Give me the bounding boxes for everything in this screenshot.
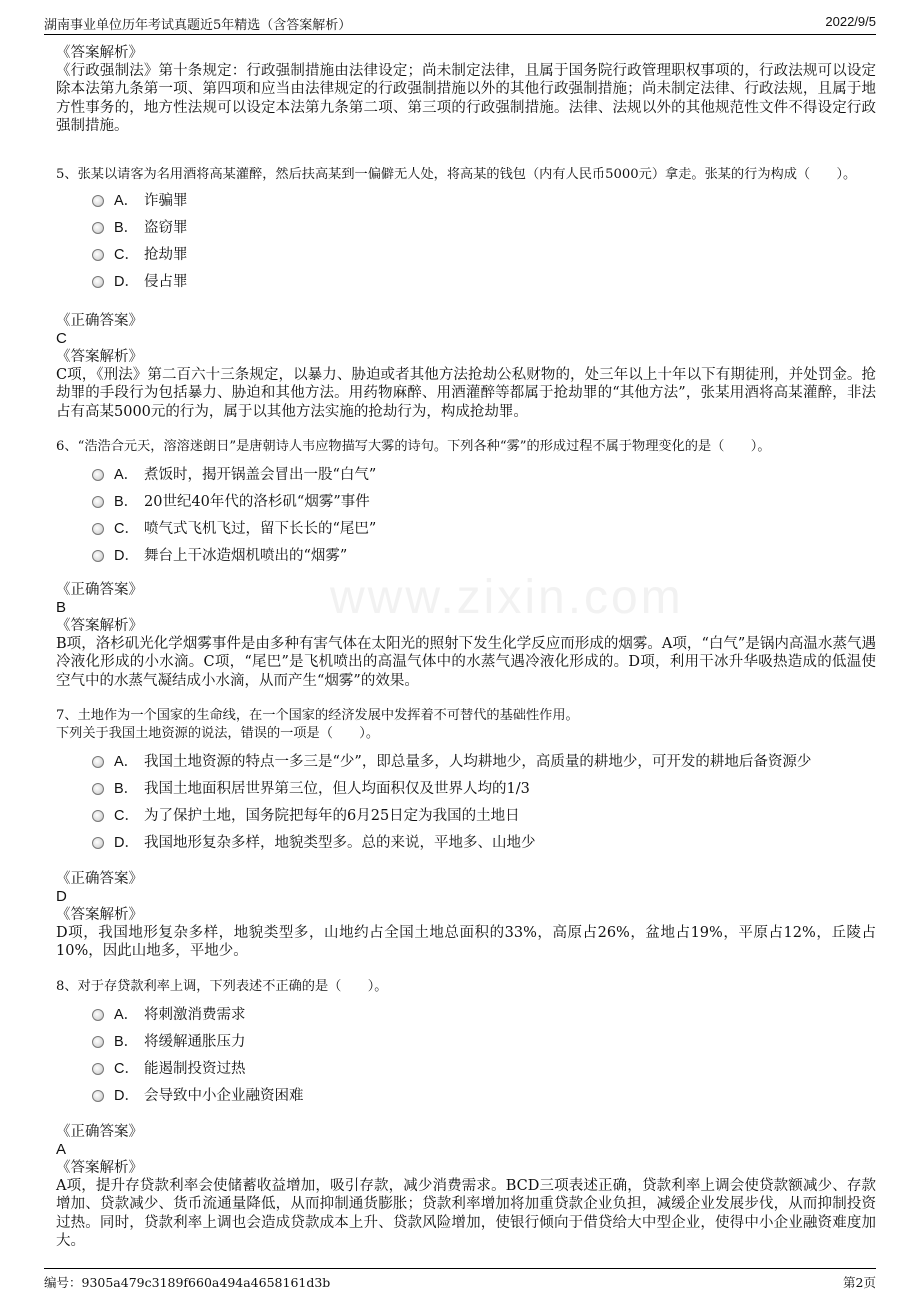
option-b[interactable] bbox=[92, 487, 876, 514]
option-letter: B． bbox=[114, 220, 139, 236]
option-letter: B． bbox=[114, 781, 139, 797]
option-text: 诈骗罪 bbox=[144, 193, 188, 209]
document-title: 湖南事业单位历年考试真题近5年精选（含答案解析） bbox=[44, 18, 352, 33]
radio-icon[interactable] bbox=[92, 523, 104, 535]
option-c[interactable] bbox=[92, 801, 876, 828]
option-b[interactable] bbox=[92, 213, 876, 240]
option-letter: A． bbox=[114, 193, 139, 209]
radio-icon[interactable] bbox=[92, 550, 104, 562]
options-list bbox=[92, 186, 876, 294]
option-letter: C． bbox=[114, 521, 139, 537]
radio-icon[interactable] bbox=[92, 195, 104, 207]
correct-answer: B bbox=[56, 599, 67, 616]
radio-icon[interactable] bbox=[92, 783, 104, 795]
option-b[interactable] bbox=[92, 1027, 876, 1054]
option-d[interactable] bbox=[92, 1081, 876, 1108]
option-text: 为了保护土地，国务院把每年的6月25日定为我国的土地日 bbox=[144, 808, 520, 824]
question-7 bbox=[56, 707, 876, 855]
question-text: 6、“浩浩合元天，溶溶迷朗日”是唐朝诗人韦应物描写大雾的诗句。下列各种“雾”的形成过程不属于物理变化的是（ ）。 bbox=[56, 439, 771, 454]
option-d[interactable] bbox=[92, 828, 876, 855]
radio-icon[interactable] bbox=[92, 222, 104, 234]
option-letter: B． bbox=[114, 494, 139, 510]
option-letter: B． bbox=[114, 1034, 139, 1050]
analysis-text: 《行政强制法》第十条规定：行政强制措施由法律设定；尚未制定法律，且属于国务院行政管理职权事项的，行政法规可以设定除本法第九条第一项、第四项和应当由法律规定的行政强制措施以外的其他行政强制措施；尚未制定法律、行政法规，且属于地方性事务的，地方性法规可以设定本法第九条第二项、第三项的行政强制措施。法律、法规以外的其他规范性文件不得设定行政强制措施。 bbox=[56, 63, 876, 134]
option-text: 我国土地面积居世界第三位，但人均面积仅及世界人均的1/3 bbox=[144, 781, 530, 797]
option-letter: A． bbox=[114, 467, 139, 483]
option-letter: C． bbox=[114, 808, 139, 824]
option-text: 20世纪40年代的洛杉矶“烟雾”事件 bbox=[144, 494, 370, 510]
option-text: 喷气式飞机飞过，留下长长的“尾巴” bbox=[144, 521, 377, 537]
option-letter: D． bbox=[114, 274, 139, 290]
options-list bbox=[92, 1000, 876, 1108]
option-c[interactable] bbox=[92, 1054, 876, 1081]
option-text: 抢劫罪 bbox=[144, 247, 188, 263]
radio-icon[interactable] bbox=[92, 1090, 104, 1102]
radio-icon[interactable] bbox=[92, 810, 104, 822]
correct-answer-label: 《正确答案》 bbox=[56, 582, 143, 598]
option-a[interactable] bbox=[92, 460, 876, 487]
answer-8 bbox=[56, 1123, 876, 1250]
radio-icon[interactable] bbox=[92, 1009, 104, 1021]
radio-icon[interactable] bbox=[92, 496, 104, 508]
option-text: 将缓解通胀压力 bbox=[144, 1034, 246, 1050]
analysis-text: D项，我国地形复杂多样，地貌类型多，山地约占全国土地总面积的33%，高原占26%，盆地占19%，平原占12%，丘陵占10%，因此山地多，平地少。 bbox=[56, 925, 876, 960]
correct-answer-label: 《正确答案》 bbox=[56, 1124, 143, 1140]
correct-answer: A bbox=[56, 1141, 67, 1158]
option-text: 会导致中小企业融资困难 bbox=[144, 1088, 304, 1104]
analysis-label: 《答案解析》 bbox=[56, 1160, 143, 1176]
option-letter: A． bbox=[114, 1007, 139, 1023]
option-c[interactable] bbox=[92, 514, 876, 541]
correct-answer: C bbox=[56, 330, 67, 347]
question-text: 7、土地作为一个国家的生命线，在一个国家的经济发展中发挥着不可替代的基础性作用。 bbox=[56, 708, 579, 723]
option-text: 盗窃罪 bbox=[144, 220, 188, 236]
question-text-line2: 下列关于我国土地资源的说法，错误的一项是（ ）。 bbox=[56, 726, 380, 741]
radio-icon[interactable] bbox=[92, 469, 104, 481]
analysis-text: C项，《刑法》第二百六十三条规定，以暴力、胁迫或者其他方法抢劫公私财物的，处三年以上十年以下有期徒刑，并处罚金。抢劫罪的手段行为包括暴力、胁迫和其他方法。用药物麻醉、用酒灌醉等都属于抢劫罪的“其他方法”，张某用酒将高某灌醉，非法占有高某5000元的行为，属于以其他方法实施的抢劫行为，构成抢劫罪。 bbox=[56, 367, 876, 420]
option-letter: C． bbox=[114, 247, 139, 263]
radio-icon[interactable] bbox=[92, 756, 104, 768]
option-text: 舞台上干冰造烟机喷出的“烟雾” bbox=[144, 548, 348, 564]
option-letter: D． bbox=[114, 1088, 139, 1104]
option-d[interactable] bbox=[92, 541, 876, 568]
analysis-label: 《答案解析》 bbox=[56, 907, 143, 923]
answer-5 bbox=[56, 312, 876, 421]
analysis-label: 《答案解析》 bbox=[56, 349, 143, 365]
correct-answer-label: 《正确答案》 bbox=[56, 313, 143, 329]
radio-icon[interactable] bbox=[92, 1063, 104, 1075]
option-text: 侵占罪 bbox=[144, 274, 188, 290]
page-number: 第2页 bbox=[843, 1275, 876, 1290]
radio-icon[interactable] bbox=[92, 249, 104, 261]
option-letter: A． bbox=[114, 754, 139, 770]
question-text: 8、对于存贷款利率上调，下列表述不正确的是（ ）。 bbox=[56, 979, 388, 994]
question-5 bbox=[56, 166, 876, 294]
analysis-label: 《答案解析》 bbox=[56, 45, 143, 61]
analysis-label: 《答案解析》 bbox=[56, 618, 143, 634]
option-letter: D． bbox=[114, 835, 139, 851]
option-text: 我国地形复杂多样，地貌类型多。总的来说，平地多、山地少 bbox=[144, 835, 536, 851]
option-text: 煮饭时，揭开锅盖会冒出一股“白气” bbox=[144, 467, 377, 483]
option-a[interactable] bbox=[92, 186, 876, 213]
option-c[interactable] bbox=[92, 240, 876, 267]
options-list bbox=[92, 747, 876, 855]
option-a[interactable] bbox=[92, 1000, 876, 1027]
option-b[interactable] bbox=[92, 774, 876, 801]
page-footer bbox=[44, 1268, 876, 1289]
analysis-text: A项，提升存贷款利率会使储蓄收益增加，吸引存款，减少消费需求。BCD三项表述正确，贷款利率上调会使贷款额减少、存款增加、贷款减少、货币流通量降低，从而抑制通货膨胀；贷款利率增加将加重贷款企业负担，减缓企业发展步伐，从而抑制投资过热。同时，贷款利率上调也会造成贷款成本上升、贷款风险增加，使银行倾向于借贷给大中型企业，使得中小企业融资难度加大。 bbox=[56, 1178, 876, 1249]
question-8 bbox=[56, 978, 876, 1108]
radio-icon[interactable] bbox=[92, 276, 104, 288]
option-d[interactable] bbox=[92, 267, 876, 294]
option-letter: D． bbox=[114, 548, 139, 564]
document-date: 2022/9/5 bbox=[825, 14, 876, 29]
question-text: 5、张某以请客为名用酒将高某灌醉，然后扶高某到一偏僻无人处，将高某的钱包（内有人民币5000元）拿走。张某的行为构成（ ）。 bbox=[56, 167, 857, 182]
option-a[interactable] bbox=[92, 747, 876, 774]
answer-6 bbox=[56, 581, 876, 690]
question-6 bbox=[56, 438, 876, 568]
document-code: 编号：9305a479c3189f660a494a4658161d3b bbox=[44, 1275, 331, 1290]
answer-7 bbox=[56, 870, 876, 961]
watermark: www.zixin.com bbox=[330, 571, 684, 624]
option-text: 将刺激消费需求 bbox=[144, 1007, 246, 1023]
option-text: 能遏制投资过热 bbox=[144, 1061, 246, 1077]
options-list bbox=[92, 460, 876, 568]
page-header bbox=[44, 12, 876, 35]
option-letter: C． bbox=[114, 1061, 139, 1077]
previous-analysis bbox=[56, 44, 876, 135]
analysis-text: B项，洛杉矶光化学烟雾事件是由多种有害气体在太阳光的照射下发生化学反应而形成的烟雾。A项，“白气”是锅内高温水蒸气遇冷液化形成的小水滴。C项，“尾巴”是飞机喷出的高温气体中的水蒸气遇冷液化形成的。D项，利用干冰升华吸热造成的低温使空气中的水蒸气凝结成小水滴，从而产生“烟雾”的效果。 bbox=[56, 636, 876, 689]
correct-answer: D bbox=[56, 888, 67, 905]
radio-icon[interactable] bbox=[92, 837, 104, 849]
option-text: 我国土地资源的特点一多三是“少”，即总量多，人均耕地少，高质量的耕地少，可开发的耕地后备资源少 bbox=[144, 754, 812, 770]
correct-answer-label: 《正确答案》 bbox=[56, 871, 143, 887]
radio-icon[interactable] bbox=[92, 1036, 104, 1048]
